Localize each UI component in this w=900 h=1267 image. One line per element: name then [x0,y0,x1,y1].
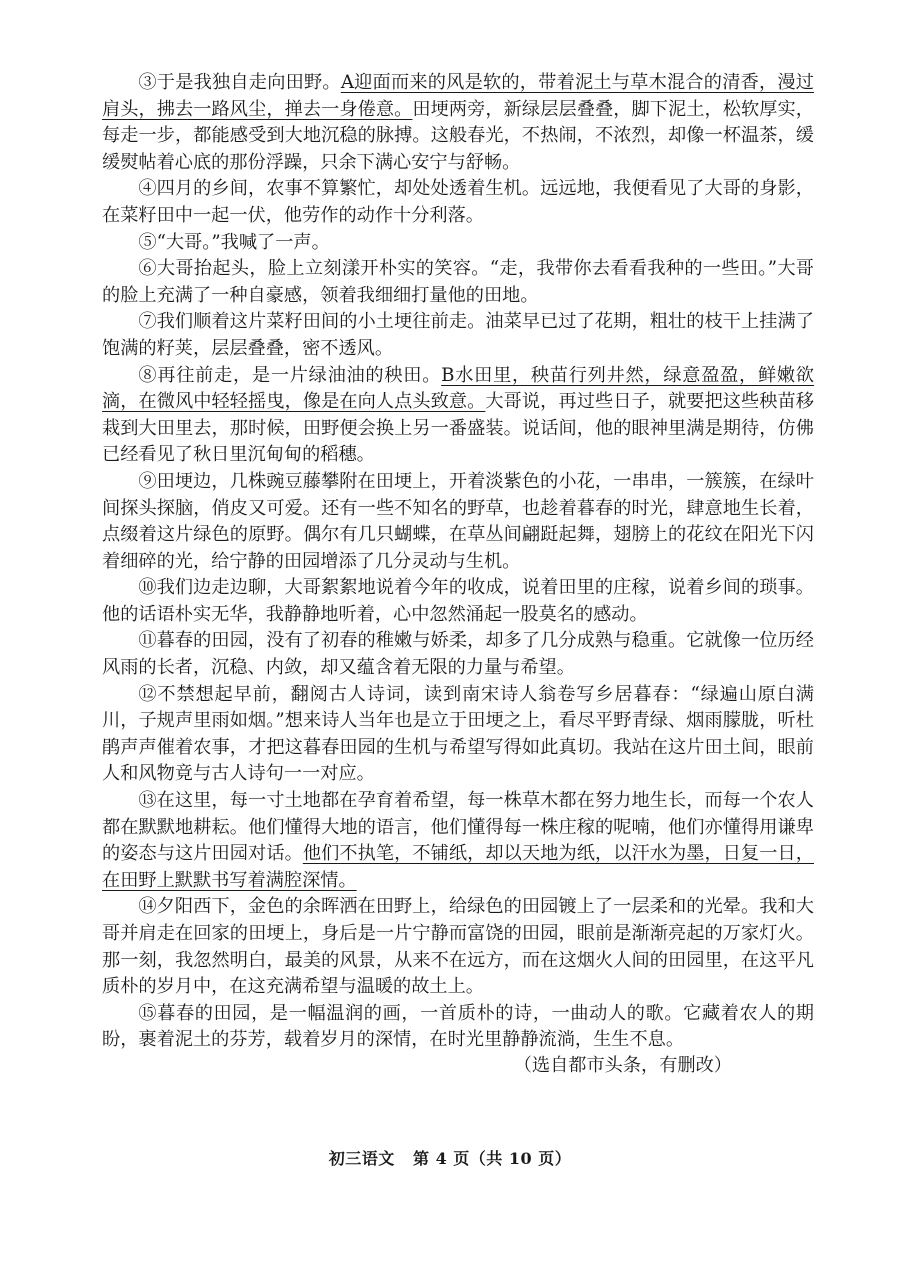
underlined-sentence: 他们不执笔，不铺纸，却以天地为纸，以汗水为墨，日复一日，在田野上默默书写着满腔深情。 [102,843,814,891]
paragraph-p9 [102,469,814,575]
paragraph-text: ⑦我们顺着这片菜籽田间的小土埂往前走。油菜早已过了花期，粗壮的枝干上挂满了饱满的籽荚，层层叠叠，密不透风。 [102,311,814,359]
page-footer [0,1146,900,1169]
paragraph-p8 [102,363,814,469]
paragraph-p3 [102,70,814,176]
paragraph-text: 田埂两旁，新绿层层叠叠，脚下泥土，松软厚实，每走一步，都能感受到大地沉稳的脉搏。这般春光，不热闹，不浓烈，却像一杯温茶，缓缓熨帖着心底的那份浮躁，只余下满心安宁与舒畅。 [102,98,814,173]
paragraph-p14 [102,894,814,1000]
paragraph-p11 [102,628,814,681]
article-body [102,70,814,1054]
paragraph-text: ⑫不禁想起早前，翻阅古人诗词，读到南宋诗人翁卷写乡居暮春：“绿遍山原白满川，子规声里雨如烟。”想来诗人当年也是立于田埂之上，看尽平野青绿、烟雨朦胧，听杜鹃声声催着农事，才把这暮春田园的生机与希望写得如此真切。我站在这片田土间，眼前人和风物竟与古人诗句一一对应。 [102,683,814,785]
paragraph-text: 大哥说，再过些日子，就要把这些秧苗移栽到大田里去，那时候，田野便会换上另一番盛装。说话间，他的眼神里满是期待，仿佛已经看见了秋日里沉甸甸的稻穗。 [102,391,814,466]
paragraph-text: ⑥大哥抬起头，脸上立刻漾开朴实的笑容。“走，我带你去看看我种的一些田。”大哥的脸上充满了一种自豪感，领着我细细打量他的田地。 [102,258,814,306]
underlined-sentence: A迎面而来的风是软的，带着泥土与草木混合的清香，漫过肩头，拂去一路风尘，掸去一身倦意。 [102,72,814,120]
paragraph-text: ⑨田埂边，几株豌豆藤攀附在田埂上，开着淡紫色的小花，一串串，一簇簇，在绿叶间探头探脑，俏皮又可爱。还有一些不知名的野草，也趁着暮春的时光，肆意地生长着，点缀着这片绿色的原野。偶尔有几只蝴蝶，在草丛间翩跹起舞，翅膀上的花纹在阳光下闪着细碎的光，给宁静的田园增添了几分灵动与生机。 [102,470,814,572]
paragraph-text: ⑤“大哥。”我喊了一声。 [138,231,330,253]
paragraph-text: ⑬在这里，每一寸土地都在孕育着希望，每一株草木都在努力地生长，而每一个农人都在默默地耕耘。他们懂得大地的语言，他们懂得每一株庄稼的呢喃，他们亦懂得用谦卑的姿态与这片田园对话。 [102,790,814,865]
paragraph-p13 [102,788,814,894]
paragraph-p5 [102,230,814,257]
footer-page-number: 第 4 页（共 10 页） [413,1149,572,1168]
paragraph-text: ③于是我独自走向田野。 [138,72,341,93]
paragraph-p7 [102,309,814,362]
paragraph-text: ⑪暮春的田园，没有了初春的稚嫩与娇柔，却多了几分成熟与稳重。它就像一位历经风雨的长者，沉稳、内敛，却又蕴含着无限的力量与希望。 [102,630,814,679]
paragraph-p12 [102,682,814,788]
underlined-sentence: B水田里，秧苗行列井然，绿意盈盈，鲜嫩欲滴，在微风中轻轻摇曳，像是在向人点头致意。 [102,364,814,413]
paragraph-text: ⑮暮春的田园，是一幅温润的画，一首质朴的诗，一曲动人的歌。它藏着农人的期盼，裹着泥土的芬芳，载着岁月的深情，在时光里静静流淌，生生不息。 [102,1002,814,1051]
footer-subject: 初三语文 [328,1149,395,1168]
paragraph-text: ⑭夕阳西下，金色的余晖洒在田野上，给绿色的田园镀上了一层柔和的光晕。我和大哥并肩走在回家的田埂上，身后是一片宁静而富饶的田园，眼前是渐渐亮起的万家灯火。那一刻，我忽然明白，最美的风景，从来不在远方，而在这烟火人间的田园里，在这平凡质朴的岁月中，在这充满希望与温暖的故土上。 [102,896,814,998]
paragraph-p15 [102,1001,814,1054]
paragraph-text: ④四月的乡间，农事不算繁忙，却处处透着生机。远远地，我便看见了大哥的身影，在菜籽田中一起一伏，他劳作的动作十分利落。 [102,178,814,226]
paragraph-text: ⑩我们边走边聊，大哥絮絮地说着今年的收成，说着田里的庄稼，说着乡间的琐事。他的话语朴实无华，我静静地听着，心中忽然涌起一股莫名的感动。 [102,577,814,625]
paragraph-p6 [102,256,814,309]
paragraph-text: ⑧再往前走，是一片绿油油的秧田。 [138,364,442,386]
paragraph-p4 [102,176,814,229]
source-note: （选自都市头条，有删改） [513,1055,732,1076]
paragraph-p10 [102,575,814,628]
